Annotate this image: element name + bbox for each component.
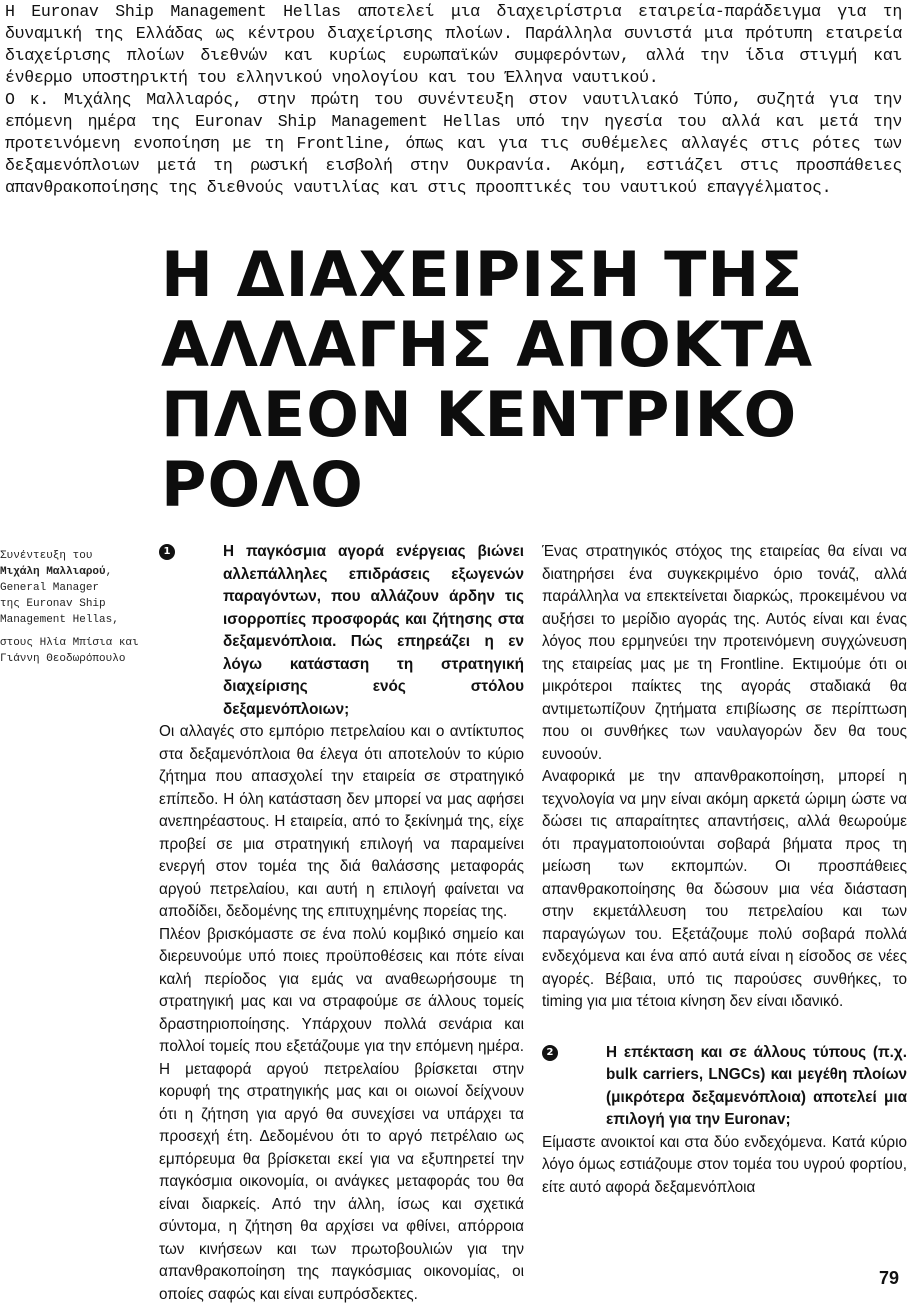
question-number-badge: 1 — [159, 544, 175, 560]
intro-paragraph-2: Ο κ. Μιχάλης Μαλλιαρός, στην πρώτη του συνέντευξη στον ναυτιλιακό Τύπο, συζητά για την επόμενη ημέρα της Euronav Ship Management Hellas υπό την ηγεσία του αλλά και μετά την προτεινόμενη ενοποίηση με τη Frontline, όπως και για τις συθέμελες αλλαγές στις ρότες των δεξαμενόπλοιων μετά τη ρωσική εισβολή στην Ουκρανία. Ακόμη, εστιάζει στις προσπάθειες απανθρακοποίησης της διεθνούς ναυτιλίας και στις προοπτικές του ναυτικού επαγγέλματος. — [5, 89, 902, 199]
answer-paragraph: Ένας στρατηγικός στόχος της εταιρείας θα είναι να διατηρήσει ένα συγκεκριμένο όριο τονάζ, αλλά παράλληλα να επεκτείνεται διαρκώς, προκειμένου να αυξήσει το μερίδιο αγοράς της. Αυτός είναι και ένας λόγος που ερμηνεύει την προτεινόμενη συγχώνευση της εταιρείας μας με τη Frontline. Εκτιμούμε ότι οι μικρότεροι παίκτες της αγοράς σταδιακά θα αντιμετωπίζουν ζητήματα επιβίωσης σε περίπτωση που οι συνθήκες των ναυλαγορών δεν θα τους ευνοούν. — [542, 541, 907, 766]
credit-role-1: General Manager — [0, 580, 150, 596]
credit-role-3: Management Hellas, — [0, 612, 150, 628]
interview-credit — [0, 548, 150, 667]
credit-prefix: Συνέντευξη του — [0, 548, 150, 564]
headline-line-4: ΡΟΛΟ — [161, 450, 861, 520]
intro-paragraph-1: Η Euronav Ship Management Hellas αποτελεί μια διαχειρίστρια εταιρεία-παράδειγμα για τη δυναμική της Ελλάδας ως κέντρου διαχείρισης πλοίων. Παράλληλα συνιστά μια πρότυπη εταιρεία διαχείρισης πλοίων διεθνών και κυρίως ευρωπαϊκών συμφερόντων, αλλά την ίδια στιγμή και ένθερμο υποστηρικτή του ελληνικού νηολογίου και του Έλληνα ναυτικού. — [5, 1, 902, 89]
article-column-2 — [542, 541, 907, 1199]
headline-line-1: Η ΔΙΑΧΕΙΡΙΣΗ ΤΗΣ — [161, 240, 861, 310]
question-2 — [542, 1042, 907, 1132]
headline-line-2: ΑΛΛΑΓΗΣ ΑΠΟΚΤΑ — [161, 310, 861, 380]
question-text: Η παγκόσμια αγορά ενέργειας βιώνει αλλεπάλληλες επιδράσεις εξωγενών παραγόντων, που αλλάζουν άρδην τις ισορροπίες προσφοράς και ζήτησης στα δεξαμενόπλοια. Πώς επηρεάζει η εν λόγω κατάσταση τη στρατηγική διαχείρισης ενός στόλου δεξαμενόπλοιων; — [223, 543, 524, 718]
credit-interviewers-2: Γιάννη Θεοδωρόπουλο — [0, 651, 150, 667]
answer-paragraph: Αναφορικά με την απανθρακοποίηση, μπορεί η τεχνολογία να μην είναι ακόμη αρκετά ώριμη ώστε να δώσει τις απαραίτητες απαντήσεις, αλλά θεωρούμε ότι πραγματοποιούνται σοβαρά βήματα προς τη μείωση των εκπομπών. Οι προσπάθειες απανθρακοποίησης θα δώσουν μια νέα διάσταση στην εκμετάλλευση του πετρελαίου και των παραγώγων του. Εξετάζουμε πολύ σοβαρά πολλά ενδεχόμενα και ένα από αυτά είναι η είσοδος σε νέες αγορές. Βέβαια, υπό τις παρούσες συνθήκες, το timing για μια τέτοια κίνηση δεν είναι ιδανικό. — [542, 766, 907, 1014]
answer-paragraph: Πλέον βρισκόμαστε σε ένα πολύ κομβικό σημείο και διερευνούμε υπό ποιες προϋποθέσεις και πότε είναι καλή περίοδος για εμάς να αναθεωρήσουμε τη στρατηγική μας και να στραφούμε σε άλλους τομείς δραστηριοποίησης. Υπάρχουν πολλά σενάρια και πολλοί τομείς που εξετάζουμε για την επόμενη ημέρα. Η μεταφορά αργού πετρελαίου βρίσκεται στην κορυφή της στρατηγικής μας και οι οιωνοί δείχνουν ότι η ζήτηση για αργό θα συνεχίσει να υπάρχει τα προσεχή έτη. Δεδομένου ότι το αργό πετρέλαιο ως εμπόρευμα θα βρίσκεται εκεί για να εξυπηρετεί την παγκόσμια οικονομία, οι ανάγκες μεταφοράς του θα είναι διαρκείς. Από την άλλη, ίσως και σχετικά σύντομα, η ζήτηση θα αρχίσει να φθίνει, απόρροια των κινήσεων και των πρωτοβουλιών για την απανθρακοποίηση της παγκόσμιας οικονομίας, οι οποίες σαφώς και είναι ευπρόσδεκτες. — [159, 924, 524, 1306]
credit-role-2: της Euronav Ship — [0, 596, 150, 612]
answer-paragraph: Είμαστε ανοικτοί και στα δύο ενδεχόμενα. Κατά κύριο λόγο όμως εστιάζουμε στον τομέα του υγρού φορτίου, είτε αυτό αφορά δεξαμενόπλοια — [542, 1132, 907, 1200]
credit-name-suffix: , — [106, 566, 113, 578]
credit-name: Μιχάλη Μαλλιαρού — [0, 566, 106, 578]
question-1 — [159, 541, 524, 721]
article-column-1 — [159, 541, 524, 1306]
page-number: 79 — [879, 1268, 899, 1289]
article-headline — [161, 240, 861, 520]
question-text: Η επέκταση και σε άλλους τύπους (π.χ. bulk carriers, LNGCs) και μεγέθη πλοίων (μικρότερα δεξαμενόπλοια) αποτελεί μια επιλογή για την Euronav; — [606, 1044, 907, 1129]
credit-name-line — [0, 564, 150, 580]
answer-paragraph: Οι αλλαγές στο εμπόριο πετρελαίου και ο αντίκτυπος στα δεξαμενόπλοια θα έλεγα ότι αποτελούν το κύριο ζήτημα που απασχολεί την εταιρεία σε στρατηγικό επίπεδο. Η όλη κατάσταση δεν μπορεί να μας αφήσει ανεπηρέαστους. Η εταιρεία, από το ξεκίνημά της, είχε προβεί σε μια στρατηγική επιλογή να παραμείνει ενεργή στον τομέα της διά θαλάσσης μεταφοράς αργού πετρελαίου, και αυτή η επιλογή φαίνεται να αποδίδει, δεδομένης της επιτυχημένης πορείας της. — [159, 721, 524, 924]
question-number-badge: 2 — [542, 1045, 558, 1061]
headline-line-3: ΠΛΕΟΝ ΚΕΝΤΡΙΚΟ — [161, 380, 861, 450]
credit-interviewers-1: στους Ηλία Μπίσια και — [0, 635, 150, 651]
intro-text — [5, 1, 902, 199]
